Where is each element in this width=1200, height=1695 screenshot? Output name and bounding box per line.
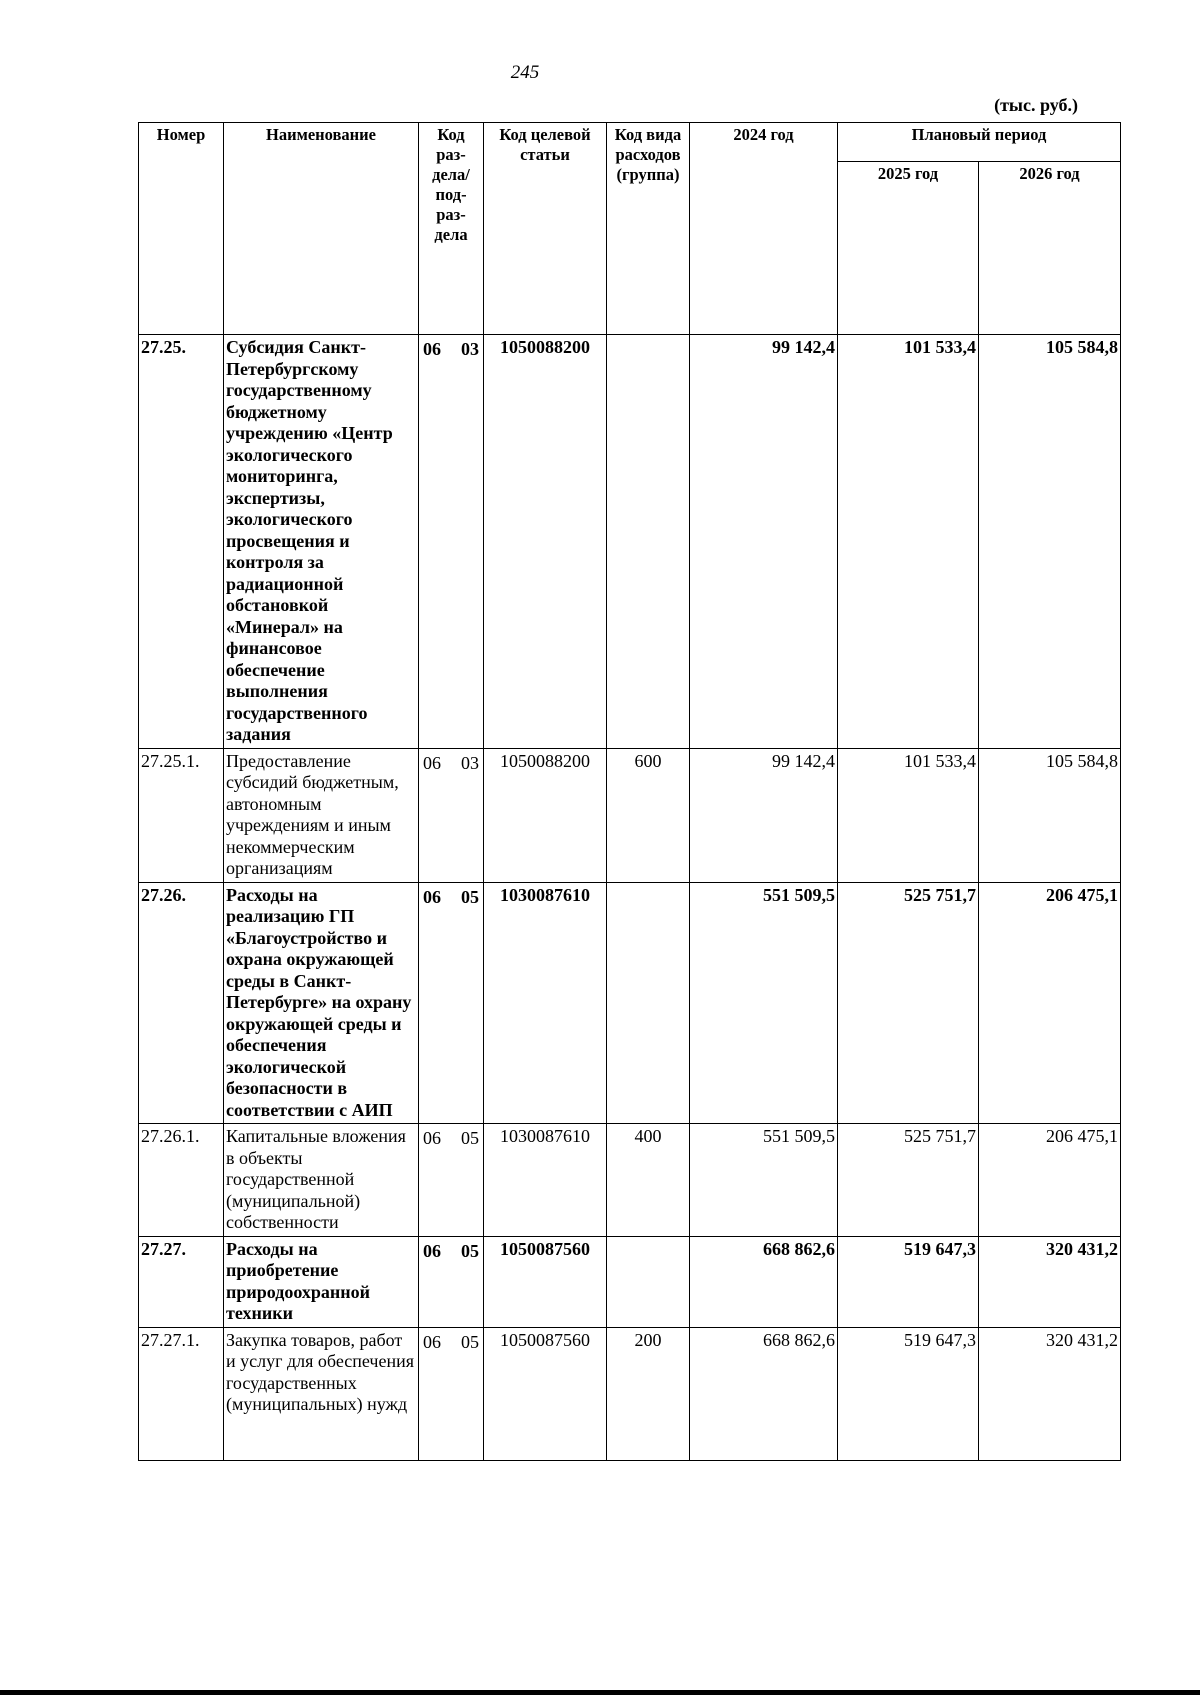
scan-bottom-edge [0, 1690, 1200, 1695]
row-amount-2024: 551 509,5 [690, 1124, 838, 1237]
table-row [139, 1124, 1121, 1237]
row-amount-2026: 320 431,2 [979, 1327, 1121, 1460]
row-amount-2026: 206 475,1 [979, 882, 1121, 1124]
row-number: 27.25.1. [139, 748, 224, 882]
row-number: 27.27.1. [139, 1327, 224, 1460]
row-subsection: 03 [461, 339, 479, 359]
header-planned-period: Плановый период [838, 123, 1121, 162]
row-amount-2024: 551 509,5 [690, 882, 838, 1124]
row-expense-type: 200 [607, 1327, 690, 1460]
row-amount-2024: 668 862,6 [690, 1327, 838, 1460]
header-section-code: Код раз-дела/ под-раз-дела [419, 123, 484, 335]
row-expense-type [607, 335, 690, 749]
row-subsection: 05 [461, 1128, 479, 1148]
row-target-code: 1050087560 [484, 1327, 607, 1460]
row-amount-2026: 206 475,1 [979, 1124, 1121, 1237]
row-amount-2024: 99 142,4 [690, 748, 838, 882]
row-amount-2025: 519 647,3 [838, 1236, 979, 1327]
page-number: 245 [510, 62, 540, 83]
header-2026: 2026 год [979, 162, 1121, 335]
budget-table [138, 122, 1121, 1461]
row-section: 06 [423, 1128, 441, 1148]
row-number: 27.26.1. [139, 1124, 224, 1237]
row-target-code: 1030087610 [484, 882, 607, 1124]
header-2025: 2025 год [838, 162, 979, 335]
row-amount-2024: 99 142,4 [690, 335, 838, 749]
row-target-code: 1050087560 [484, 1236, 607, 1327]
row-amount-2025: 101 533,4 [838, 335, 979, 749]
row-subsection: 05 [461, 1240, 479, 1261]
row-amount-2025: 525 751,7 [838, 882, 979, 1124]
row-expense-type: 600 [607, 748, 690, 882]
row-name: Предоставление субсидий бюджетным, автономным учреждениям и иным некоммерческим организациям [224, 748, 419, 882]
row-name: Расходы на приобретение природоохранной техники [224, 1236, 419, 1327]
row-amount-2026: 320 431,2 [979, 1236, 1121, 1327]
row-amount-2025: 519 647,3 [838, 1327, 979, 1460]
row-target-code: 1030087610 [484, 1124, 607, 1237]
row-expense-type: 400 [607, 1124, 690, 1237]
row-amount-2025: 101 533,4 [838, 748, 979, 882]
header-number: Номер [139, 123, 224, 335]
row-subsection: 03 [461, 752, 479, 773]
header-2024: 2024 год [690, 123, 838, 335]
row-target-code: 1050088200 [484, 335, 607, 749]
row-section: 06 [423, 339, 441, 359]
row-name: Расходы на реализацию ГП «Благоустройство и охрана окружающей среды в Санкт-Петербурге» на охрану окружающей среды и обеспечения экологической безопасности в соответствии с АИП [224, 882, 419, 1124]
header-target-code: Код целевой статьи [484, 123, 607, 335]
table-row [139, 1327, 1121, 1460]
table-row [139, 748, 1121, 882]
table-row [139, 1236, 1121, 1327]
row-subsection: 05 [461, 1331, 479, 1352]
row-amount-2026: 105 584,8 [979, 748, 1121, 882]
header-name: Наименование [224, 123, 419, 335]
row-subsection: 05 [461, 886, 479, 907]
row-section: 06 [423, 1331, 441, 1352]
row-name: Капитальные вложения в объекты государственной (муниципальной) собственности [224, 1124, 419, 1237]
row-number: 27.25. [139, 335, 224, 749]
row-expense-type [607, 1236, 690, 1327]
table-row [139, 882, 1121, 1124]
table-row [139, 335, 1121, 749]
row-section: 06 [423, 752, 441, 773]
units-label: (тыс. руб.) [994, 95, 1078, 115]
row-name: Субсидия Санкт-Петербургскому государственному бюджетному учреждению «Центр экологического мониторинга, экспертизы, экологического просвещения и контроля за радиационной обстановкой «Минерал» на финансовое обеспечение выполнения государственного задания [224, 335, 419, 749]
row-section: 06 [423, 1240, 441, 1261]
row-number: 27.27. [139, 1236, 224, 1327]
row-expense-type [607, 882, 690, 1124]
row-section-code [419, 748, 484, 882]
row-section-code [419, 1327, 484, 1460]
row-amount-2026: 105 584,8 [979, 335, 1121, 749]
header-expense-type: Код вида расходов (группа) [607, 123, 690, 335]
row-name: Закупка товаров, работ и услуг для обеспечения государственных (муниципальных) нужд [224, 1327, 419, 1460]
row-section-code [419, 1236, 484, 1327]
row-target-code: 1050088200 [484, 748, 607, 882]
row-amount-2025: 525 751,7 [838, 1124, 979, 1237]
row-section-code [419, 882, 484, 1124]
row-section-code [419, 335, 484, 749]
row-section-code [419, 1124, 484, 1237]
row-section: 06 [423, 886, 441, 907]
row-amount-2024: 668 862,6 [690, 1236, 838, 1327]
row-number: 27.26. [139, 882, 224, 1124]
